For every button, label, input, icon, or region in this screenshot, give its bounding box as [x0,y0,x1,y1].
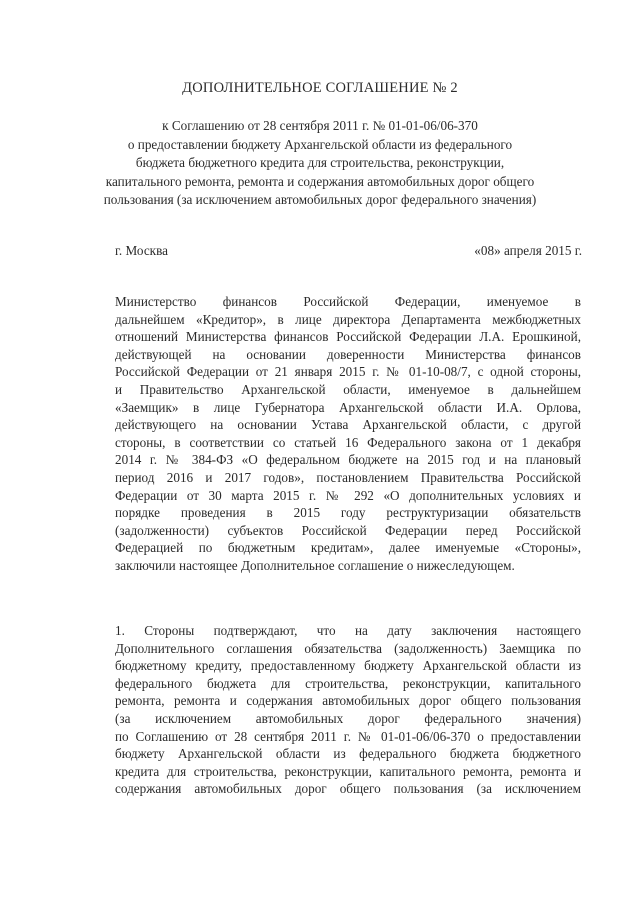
paragraph-line: Федерацией по бюджетным кредитам», далее именуемые «Стороны», [115,540,581,556]
paragraph-line: порядке проведения в 2015 году реструктуризации обязательств [115,505,581,521]
paragraph-line: заключили настоящее Дополнительное соглашение о нижеследующем. [115,557,515,573]
paragraph-line: и Правительство Архангельской области, именуемое в дальнейшем [115,381,581,397]
subtitle-line: бюджета бюджетного кредита для строительства, реконструкции, [135,155,505,170]
paragraph-line: Министерство финансов Российской Федерации, именуемое в [115,294,581,309]
paragraph-line: период 2016 и 2017 годов», постановлением Правительства Российской [115,469,581,485]
clause-1-paragraph [115,622,581,798]
paragraph-line: дальнейшем «Кредитор», в лице директора Департамента межбюджетных [115,311,581,327]
paragraph-line: стороны, в соответствии со статьей 16 Федерального закона от 1 декабря [115,434,581,450]
document-title: ДОПОЛНИТЕЛЬНОЕ СОГЛАШЕНИЕ № 2 [182,80,458,96]
subtitle-line: о предоставлении бюджету Архангельской области из федерального [127,136,513,152]
signing-place: г. Москва [115,243,168,258]
paragraph-line: (задолженности) субъектов Российской Федерации перед Российской [115,522,581,538]
paragraph-line: бюджету Архангельской области из федерального бюджета бюджетного [115,746,581,762]
subtitle-line: капитального ремонта, ремонта и содержания автомобильных дорог общего [105,173,535,189]
paragraph-line: Российской Федерации от 21 января 2015 г. № 01-10-08/7, с одной стороны, [115,364,581,380]
paragraph-line: 1. Стороны подтверждают, что на дату заключения настоящего [115,623,581,638]
paragraph-line: кредита для строительства, реконструкции, капитального ремонта, ремонта и [115,763,581,779]
subtitle-line: к Соглашению от 28 сентября 2011 г. № 01-01-06/06-370 [162,118,478,133]
paragraph-line: отношений Министерства финансов Российской Федерации Л.А. Ерошкиной, [115,329,581,345]
paragraph-line: действующего на основании Устава Архангельской области, с другой [115,417,581,433]
signing-date: «08» апреля 2015 г. [474,243,582,258]
paragraph-line: «Заемщик» в лице Губернатора Архангельской области И.А. Орлова, [115,399,581,415]
paragraph-line: федерального бюджета для строительства, реконструкции, капитального [115,675,581,691]
paragraph-line: бюджетному кредиту, предоставленному бюджету Архангельской области из [115,658,581,674]
paragraph-line: Дополнительного соглашения обязательства (задолженность) Заемщика по [115,640,581,656]
paragraph-line: по Соглашению от 28 сентября 2011 г. № 01-01-06/06-370 о предоставлении [115,728,581,744]
preamble-paragraph [115,293,581,575]
paragraph-line: содержания автомобильных дорог общего пользования (за исключением [115,781,581,797]
paragraph-line: (за исключением автомобильных дорог федерального значения) [115,710,581,726]
paragraph-line: действующей на основании доверенности Министерства финансов [115,346,581,362]
paragraph-line: ремонта, ремонта и содержания автомобильных дорог общего пользования [115,693,581,709]
document-subtitle [90,117,550,210]
paragraph-line: 2014 г. № 384-ФЗ «О федеральном бюджете на 2015 год и на плановый [115,452,581,468]
subtitle-line: пользования (за исключением автомобильных дорог федерального значения) [103,192,537,207]
paragraph-line: Федерации от 30 марта 2015 г. № 292 «О дополнительных условиях и [115,487,581,503]
